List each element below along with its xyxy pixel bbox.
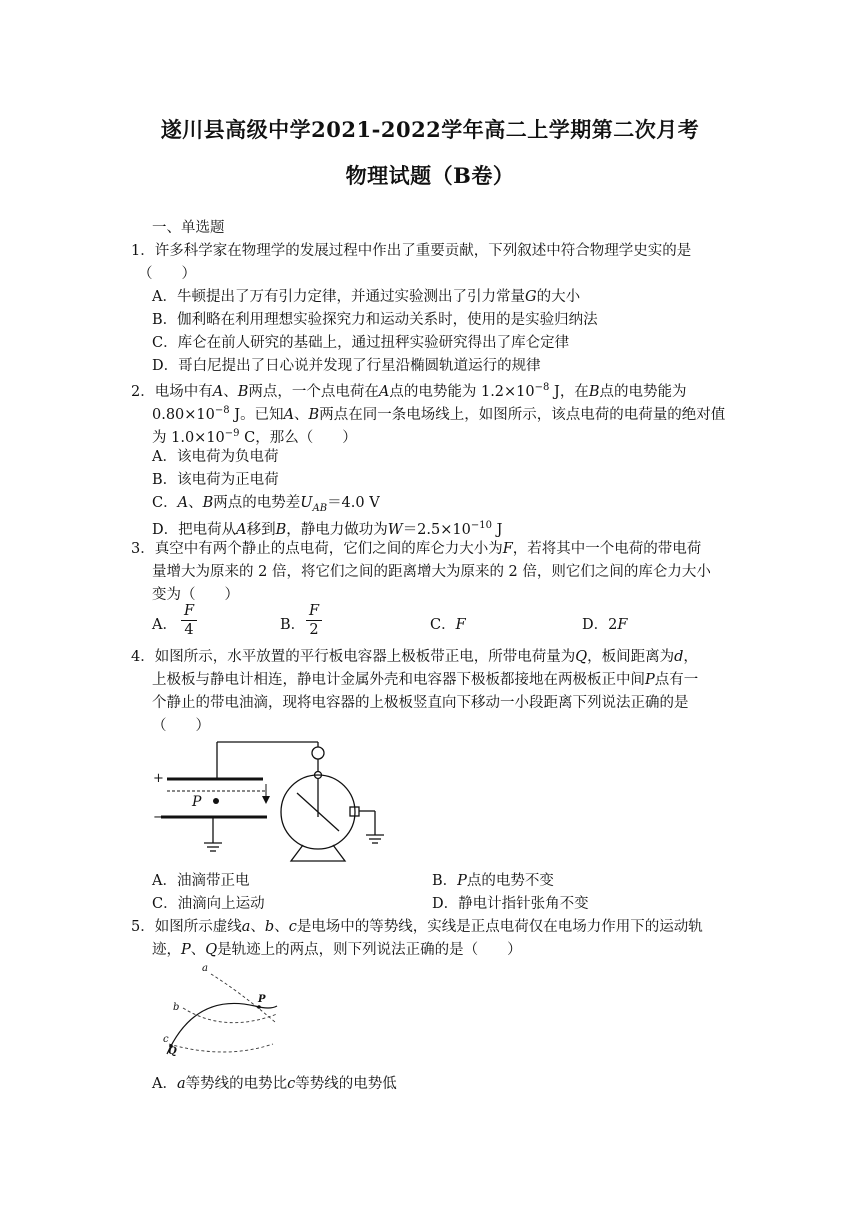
- exam-subtitle: 物理试题（B卷）: [345, 163, 515, 188]
- q1-option-a: A．牛顿提出了万有引力定律，并通过实验测出了引力常量G的大小: [152, 289, 581, 305]
- q5-figure-label-b: b: [173, 1002, 180, 1013]
- q1-option-c: C．库仑在前人研究的基础上，通过扭秤实验研究得出了库仑定律: [152, 335, 570, 351]
- q5-stem-line2: 迹，P、Q是轨迹上的两点，则下列说法正确的是（ ）: [152, 942, 522, 958]
- q3-option-b-label: B．: [280, 617, 306, 633]
- q3-option-c: C．F: [430, 617, 466, 633]
- q4-stem-line1: 4．如图所示，水平放置的平行板电容器上极板带正电，所带电荷量为Q，板间距离为d，: [131, 649, 698, 665]
- section-heading: 一、单选题: [152, 220, 225, 236]
- q3-option-d: D．2F: [582, 617, 628, 633]
- figure-p-label: P: [192, 794, 202, 810]
- q5-option-a: A．a等势线的电势比c等势线的电势低: [152, 1076, 397, 1092]
- q1-stem-line1: 1．许多科学家在物理学的发展过程中作出了重要贡献，下列叙述中符合物理学史实的是: [131, 243, 692, 259]
- q2-option-c: C．A、B两点的电势差$U_{AB}=4.0$ V: [152, 495, 380, 514]
- q1-option-d: D．哥白尼提出了日心说并发现了行星沿椭圆轨道运行的规律: [152, 358, 541, 374]
- q2-stem-line1: 2．电场中有A、B两点，一个点电荷在A点的电势能为 $1.2\times 10^{-8}$ J，在B点的电势能为: [131, 382, 687, 400]
- q1-option-b: B．伽利略在利用理想实验探究力和运动关系时，使用的是实验归纳法: [152, 312, 598, 328]
- q3-stem-line1: 3．真空中有两个静止的点电荷，它们之间的库仑力大小为F，若将其中一个电荷的带电荷: [131, 541, 702, 557]
- q5-figure-label-p: P: [258, 994, 266, 1005]
- q5-figure-label-a: a: [202, 963, 208, 974]
- figure-minus-sign: −: [153, 810, 164, 825]
- q1-stem-line2: （ ）: [138, 266, 196, 282]
- q5-figure-label-q: Q: [168, 1046, 177, 1057]
- q5-figure-label-c: c: [163, 1034, 169, 1045]
- q4-option-c: C．油滴向上运动: [152, 896, 265, 912]
- q3-option-a-fraction: F 4: [181, 603, 197, 638]
- q4-stem-line4: （ ）: [152, 718, 210, 734]
- q2-stem-line2: $0.80\times 10^{-8}$ J。已知A、B两点在同一条电场线上，如图所示，该点电荷的电荷量的绝对值: [152, 405, 726, 423]
- q3-option-a-label: A．: [152, 617, 177, 633]
- q3-option-b-fraction: F 2: [306, 603, 322, 638]
- q2-option-b: B．该电荷为正电荷: [152, 472, 279, 488]
- q4-option-b: B．P点的电势不变: [432, 873, 554, 889]
- q4-stem-line3: 个静止的带电油滴，现将电容器的上极板竖直向下移动一小段距离下列说法正确的是: [152, 695, 689, 711]
- q2-option-d: D．把电荷从A移到B，静电力做功为$W=2.5\times 10^{-10}$ J: [152, 520, 503, 538]
- figure-plus-sign: +: [153, 771, 164, 786]
- q2-stem-line3: 为 $1.0\times 10^{-9}$ C，那么（ ）: [152, 428, 357, 446]
- q5-stem-line1: 5．如图所示虚线a、b、c是电场中的等势线，实线是正点电荷仅在电场力作用下的运动轨: [131, 919, 703, 935]
- exam-title: 遂川县高级中学2021-2022学年高二上学期第二次月考: [160, 117, 700, 142]
- q4-option-d: D．静电计指针张角不变: [432, 896, 589, 912]
- q4-option-a: A．油滴带正电: [152, 873, 250, 889]
- q3-stem-line2: 量增大为原来的 2 倍，将它们之间的距离增大为原来的 2 倍，则它们之间的库仑力大小: [152, 564, 711, 580]
- capacitor-electroscope-figure: [145, 735, 395, 870]
- q3-stem-line3: 变为（ ）: [152, 587, 239, 603]
- q4-stem-line2: 上极板与静电计相连，静电计金属外壳和电容器下极板都接地在两极板正中间P点有一: [152, 672, 699, 688]
- q2-option-a: A．该电荷为负电荷: [152, 449, 279, 465]
